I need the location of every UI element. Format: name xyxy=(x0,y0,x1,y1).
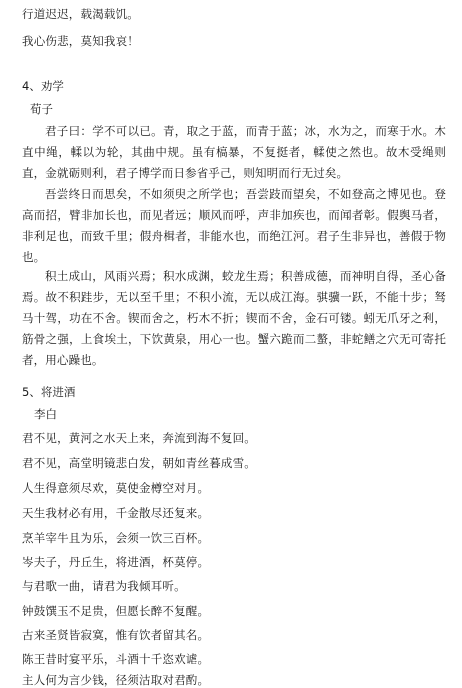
poem-line: 人生得意须尽欢，莫使金樽空对月。 xyxy=(22,481,210,495)
poem-line: 行道迟迟，载渴载饥。 xyxy=(22,7,139,21)
poem-line: 钟鼓馔玉不足贵，但愿长醉不复醒。 xyxy=(22,604,210,618)
poem-line: 我心伤悲，莫知我哀！ xyxy=(22,34,139,48)
poem-line: 与君歌一曲，请君为我倾耳听。 xyxy=(22,579,186,593)
poem-line: 君不见，高堂明镜悲白发，朝如青丝暮成雪。 xyxy=(22,456,256,470)
poem-line: 主人何为言少钱，径须沽取对君酌。 xyxy=(22,673,210,687)
poem-line: 岑夫子，丹丘生，将进酒，杯莫停。 xyxy=(22,555,210,569)
poem-line: 古来圣贤皆寂寞，惟有饮者留其名。 xyxy=(22,628,210,642)
poem-line: 天生我材必有用，千金散尽还复来。 xyxy=(22,506,210,520)
body-paragraph: 君子曰：学不可以已。青，取之于蓝，而青于蓝；冰，水为之，而寒于水。木直中绳，輮以为轮，其曲中规。虽有槁暴，不复挺者，輮使之然也。故木受绳则直，金就砺则利，君子博学而日参省乎己，则知明而行无过矣。 xyxy=(22,124,446,180)
author-name: 荀子 xyxy=(30,102,53,116)
poem-line: 君不见，黄河之水天上来，奔流到海不复回。 xyxy=(22,431,256,445)
poem-line: 烹羊宰牛且为乐，会须一饮三百杯。 xyxy=(22,531,210,545)
poem-line: 陈王昔时宴平乐，斗酒十千恣欢谑。 xyxy=(22,652,210,666)
body-paragraph: 吾尝终日而思矣，不如须臾之所学也；吾尝跂而望矣，不如登高之博见也。登高而招，臂非加长也，而见者远；顺风而呼，声非加疾也，而闻者彰。假舆马者，非利足也，而致千里；假舟楫者，非能水也，而绝江河。君子生非异也，善假于物也。 xyxy=(22,187,446,264)
section-heading: 5、将进酒 xyxy=(22,385,76,399)
section-heading: 4、劝学 xyxy=(22,79,64,93)
author-name: 李白 xyxy=(34,407,57,421)
body-paragraph: 积土成山，风雨兴焉；积水成渊，蛟龙生焉；积善成德，而神明自得，圣心备焉。故不积跬步，无以至千里；不积小流，无以成江海。骐骥一跃，不能十步；驽马十驾，功在不舍。锲而舍之，朽木不折；锲而不舍，金石可镂。蚓无爪牙之利，筋骨之强，上食埃土，下饮黄泉，用心一也。蟹六跪而二螯，非蛇鳝之穴无可寄托者，用心躁也。 xyxy=(22,269,446,367)
